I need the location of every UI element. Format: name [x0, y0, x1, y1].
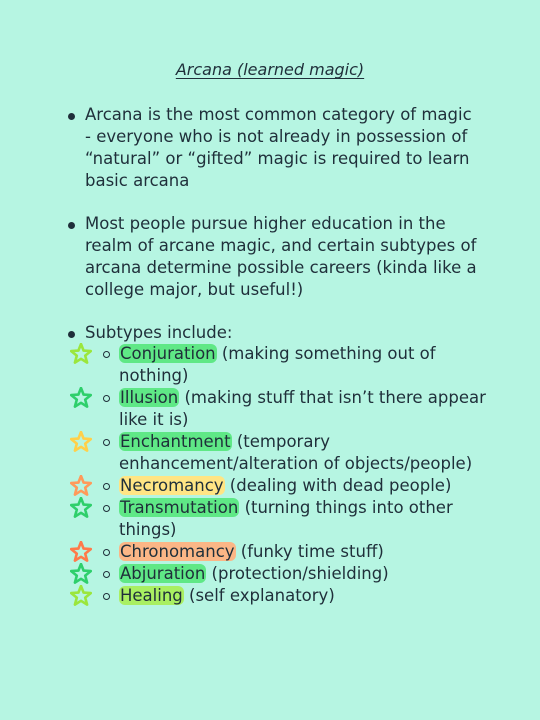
sub-bullet-circle — [103, 593, 110, 600]
subtype-text — [119, 497, 486, 541]
subtype-text — [119, 541, 486, 563]
subtype-item — [66, 475, 486, 497]
subtype-item — [66, 387, 486, 431]
subtype-item — [66, 343, 486, 387]
sub-bullet-circle — [103, 505, 110, 512]
subtype-name: Healing — [120, 586, 183, 605]
subtype-description: (making something out of nothing) — [119, 344, 436, 385]
subtype-text — [119, 387, 486, 431]
star-shape — [71, 564, 91, 583]
bullet-item — [68, 213, 478, 301]
star-icon — [70, 563, 92, 585]
sub-bullet-circle — [103, 549, 110, 556]
sub-bullet-circle — [103, 439, 110, 446]
subtype-name: Necromancy — [120, 476, 224, 495]
subtype-item — [66, 563, 486, 585]
subtype-description: (temporary enhancement/alteration of objects/people) — [119, 432, 473, 473]
subtype-list — [66, 343, 486, 607]
subtype-text — [119, 563, 486, 585]
star-icon — [70, 387, 92, 409]
subtype-item — [66, 431, 486, 475]
subtype-name: Chronomancy — [120, 542, 235, 561]
star-shape — [71, 542, 91, 561]
subtype-description: (dealing with dead people) — [224, 476, 452, 495]
star-shape — [71, 388, 91, 407]
subtype-name: Transmutation — [120, 498, 239, 517]
subtype-name: Illusion — [120, 388, 179, 407]
subtype-text — [119, 585, 486, 607]
star-shape — [71, 432, 91, 451]
subtype-description: (making stuff that isn’t there appear like it is) — [119, 388, 486, 429]
subtype-name: Enchantment — [120, 432, 231, 451]
sub-bullet-circle — [103, 483, 110, 490]
sub-bullet-circle — [103, 571, 110, 578]
bullet-text: Arcana is the most common category of magic - everyone who is not already in possession of “natural” or “gifted” magic is required to learn basic arcana — [85, 105, 472, 190]
subtype-name: Abjuration — [120, 564, 206, 583]
bullet-text: Most people pursue higher education in the realm of arcane magic, and certain subtypes of arcana determine possible careers (kinda like a college major, but useful!) — [85, 214, 477, 299]
star-icon — [70, 497, 92, 519]
subtype-description: (turning things into other things) — [119, 498, 453, 539]
subtype-item — [66, 497, 486, 541]
star-icon — [70, 585, 92, 607]
bullet-text: Subtypes include: — [85, 323, 233, 342]
subtype-description: (self explanatory) — [183, 586, 335, 605]
star-shape — [71, 498, 91, 517]
star-icon — [70, 475, 92, 497]
subtype-name: Conjuration — [120, 344, 216, 363]
bullet-dot — [68, 222, 75, 229]
subtype-text — [119, 343, 486, 387]
page-title: Arcana (learned magic) — [175, 60, 365, 79]
subtype-description: (funky time stuff) — [235, 542, 384, 561]
subtype-description: (protection/shielding) — [206, 564, 389, 583]
bullet-item — [68, 104, 478, 192]
subtype-text — [119, 431, 486, 475]
subtype-text — [119, 475, 486, 497]
star-shape — [71, 476, 91, 495]
bullet-dot — [68, 331, 75, 338]
star-shape — [71, 344, 91, 363]
star-icon — [70, 431, 92, 453]
star-shape — [71, 586, 91, 605]
subtype-item — [66, 541, 486, 563]
sub-bullet-circle — [103, 351, 110, 358]
bullet-item — [68, 322, 478, 344]
bullet-dot — [68, 113, 75, 120]
star-icon — [70, 541, 92, 563]
sub-bullet-circle — [103, 395, 110, 402]
subtype-item — [66, 585, 486, 607]
star-icon — [70, 343, 92, 365]
